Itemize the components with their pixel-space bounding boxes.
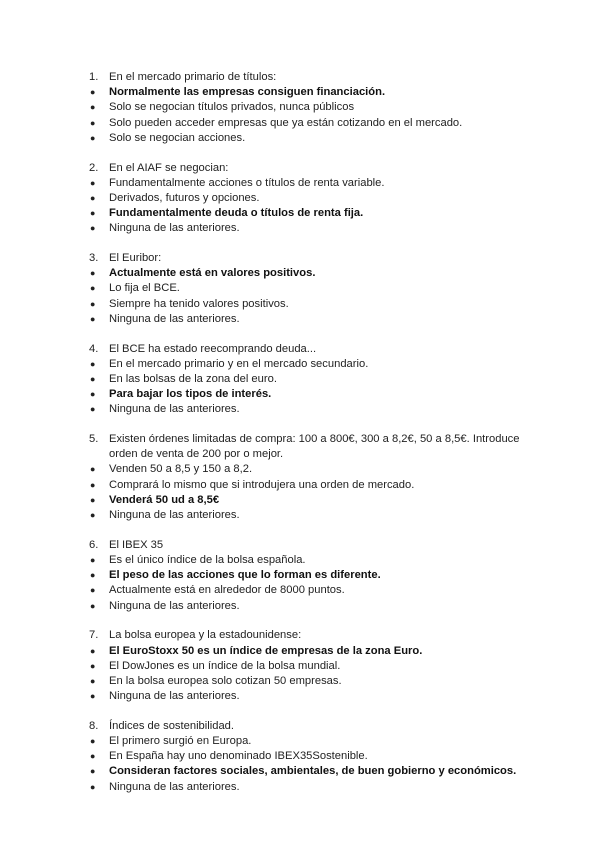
answer-text: El DowJones es un índice de la bolsa mundial. xyxy=(109,659,341,672)
bullet-icon: ● xyxy=(90,373,96,384)
bullet-icon: ● xyxy=(90,554,96,565)
answer-text: Comprará lo mismo que si introdujera una orden de mercado. xyxy=(109,478,415,491)
bullet-icon: ● xyxy=(90,781,96,792)
answer-text: Solo se negocian acciones. xyxy=(109,131,246,144)
question-1 xyxy=(89,70,529,146)
question-3 xyxy=(89,251,529,327)
question-5 xyxy=(89,432,529,523)
answer-option xyxy=(89,734,529,749)
answer-option xyxy=(89,221,529,236)
answer-text: Ninguna de las anteriores. xyxy=(109,509,240,522)
answer-option xyxy=(89,780,529,795)
answer-text: Ninguna de las anteriores. xyxy=(109,599,240,612)
answer-text: Ninguna de las anteriores. xyxy=(109,222,240,235)
question-text: La bolsa europea y la estadounidense: xyxy=(109,629,302,642)
answer-text: Venden 50 a 8,5 y 150 a 8,2. xyxy=(109,463,253,476)
question-stem xyxy=(89,538,529,553)
bullet-icon: ● xyxy=(90,298,96,309)
bullet-icon: ● xyxy=(90,132,96,143)
answer-text: Consideran factores sociales, ambientales, de buen gobierno y económicos. xyxy=(109,765,517,778)
answer-option-correct xyxy=(89,568,529,583)
question-stem xyxy=(89,628,529,643)
bullet-icon: ● xyxy=(90,268,96,279)
answer-text: En las bolsas de la zona del euro. xyxy=(109,372,277,385)
question-stem xyxy=(89,70,529,85)
answer-option xyxy=(89,402,529,417)
answer-option xyxy=(89,674,529,689)
question-number: 5. xyxy=(89,433,99,446)
answer-option xyxy=(89,553,529,568)
question-number: 7. xyxy=(89,629,99,642)
question-stem xyxy=(89,161,529,176)
answer-option xyxy=(89,281,529,296)
question-2 xyxy=(89,161,529,237)
bullet-icon: ● xyxy=(90,404,96,415)
answer-text: Para bajar los tipos de interés. xyxy=(109,388,272,401)
answer-option xyxy=(89,689,529,704)
answer-option xyxy=(89,116,529,131)
answer-text: Venderá 50 ud a 8,5€ xyxy=(109,493,220,506)
question-number: 8. xyxy=(89,719,99,732)
bullet-icon: ● xyxy=(90,479,96,490)
bullet-icon: ● xyxy=(90,177,96,188)
question-7 xyxy=(89,628,529,704)
bullet-icon: ● xyxy=(90,585,96,596)
answer-option xyxy=(89,372,529,387)
answer-text: Ninguna de las anteriores. xyxy=(109,312,240,325)
answer-option xyxy=(89,297,529,312)
bullet-icon: ● xyxy=(90,570,96,581)
bullet-icon: ● xyxy=(90,766,96,777)
bullet-icon: ● xyxy=(90,494,96,505)
question-number: 3. xyxy=(89,252,99,265)
question-6 xyxy=(89,538,529,614)
answer-text: Solo pueden acceder empresas que ya están cotizando en el mercado. xyxy=(109,116,463,129)
answer-option xyxy=(89,191,529,206)
answer-option-correct xyxy=(89,266,529,281)
bullet-icon: ● xyxy=(90,117,96,128)
bullet-icon: ● xyxy=(90,751,96,762)
question-number: 2. xyxy=(89,161,99,174)
bullet-icon: ● xyxy=(90,208,96,219)
question-stem xyxy=(89,719,529,734)
bullet-icon: ● xyxy=(90,691,96,702)
answer-text: Fundamentalmente deuda o títulos de renta fija. xyxy=(109,207,364,220)
answer-text: Es el único índice de la bolsa española. xyxy=(109,553,306,566)
bullet-icon: ● xyxy=(90,192,96,203)
question-list xyxy=(89,70,529,809)
bullet-icon: ● xyxy=(90,510,96,521)
answer-option-correct xyxy=(89,644,529,659)
bullet-icon: ● xyxy=(90,283,96,294)
answer-option xyxy=(89,176,529,191)
question-text: Índices de sostenibilidad. xyxy=(109,719,235,732)
bullet-icon: ● xyxy=(90,358,96,369)
question-stem xyxy=(89,251,529,266)
bullet-icon: ● xyxy=(90,736,96,747)
answer-option xyxy=(89,462,529,477)
answer-text: Lo fija el BCE. xyxy=(109,282,180,295)
answer-option xyxy=(89,100,529,115)
question-stem xyxy=(89,432,529,462)
bullet-icon: ● xyxy=(90,87,96,98)
bullet-icon: ● xyxy=(90,223,96,234)
answer-option-correct xyxy=(89,764,529,779)
answer-option-correct xyxy=(89,387,529,402)
answer-text: Actualmente está en valores positivos. xyxy=(109,267,316,280)
answer-text: El EuroStoxx 50 es un índice de empresas de la zona Euro. xyxy=(109,644,423,657)
question-text: El BCE ha estado reecomprando deuda... xyxy=(109,342,317,355)
answer-text: El primero surgió en Europa. xyxy=(109,735,252,748)
question-text: En el AIAF se negocian: xyxy=(109,161,229,174)
bullet-icon: ● xyxy=(90,645,96,656)
question-text: El Euribor: xyxy=(109,252,162,265)
bullet-icon: ● xyxy=(90,464,96,475)
question-4 xyxy=(89,342,529,418)
answer-text: Derivados, futuros y opciones. xyxy=(109,191,260,204)
question-text: Existen órdenes limitadas de compra: 100 a 800€, 300 a 8,2€, 50 a 8,5€. Introduce orden de venta de 200 por o mejor. xyxy=(109,433,520,461)
answer-option-correct xyxy=(89,85,529,100)
answer-text: En la bolsa europea solo cotizan 50 empresas. xyxy=(109,674,342,687)
answer-option xyxy=(89,131,529,146)
answer-text: En el mercado primario y en el mercado secundario. xyxy=(109,357,369,370)
answer-option xyxy=(89,749,529,764)
answer-option xyxy=(89,478,529,493)
answer-text: Siempre ha tenido valores positivos. xyxy=(109,297,289,310)
question-stem xyxy=(89,342,529,357)
question-number: 1. xyxy=(89,71,99,83)
question-text: En el mercado primario de títulos: xyxy=(109,71,277,83)
answer-option xyxy=(89,659,529,674)
answer-text: Solo se negocian títulos privados, nunca públicos xyxy=(109,101,355,114)
answer-option xyxy=(89,312,529,327)
bullet-icon: ● xyxy=(90,660,96,671)
bullet-icon: ● xyxy=(90,389,96,400)
answer-option xyxy=(89,357,529,372)
question-number: 6. xyxy=(89,538,99,551)
answer-text: El peso de las acciones que lo forman es diferente. xyxy=(109,569,381,582)
bullet-icon: ● xyxy=(90,675,96,686)
bullet-icon: ● xyxy=(90,102,96,113)
answer-text: Fundamentalmente acciones o títulos de renta variable. xyxy=(109,176,385,189)
question-8 xyxy=(89,719,529,795)
question-text: El IBEX 35 xyxy=(109,538,164,551)
answer-text: En España hay uno denominado IBEX35Sostenible. xyxy=(109,750,368,763)
answer-text: Ninguna de las anteriores. xyxy=(109,690,240,703)
bullet-icon: ● xyxy=(90,313,96,324)
answer-option-correct xyxy=(89,206,529,221)
answer-text: Ninguna de las anteriores. xyxy=(109,780,240,793)
answer-option xyxy=(89,583,529,598)
answer-text: Ninguna de las anteriores. xyxy=(109,403,240,416)
answer-option-correct xyxy=(89,493,529,508)
answer-option xyxy=(89,508,529,523)
bullet-icon: ● xyxy=(90,600,96,611)
answer-text: Normalmente las empresas consiguen financiación. xyxy=(109,86,386,99)
answer-option xyxy=(89,599,529,614)
question-number: 4. xyxy=(89,342,99,355)
answer-text: Actualmente está en alrededor de 8000 puntos. xyxy=(109,584,345,597)
